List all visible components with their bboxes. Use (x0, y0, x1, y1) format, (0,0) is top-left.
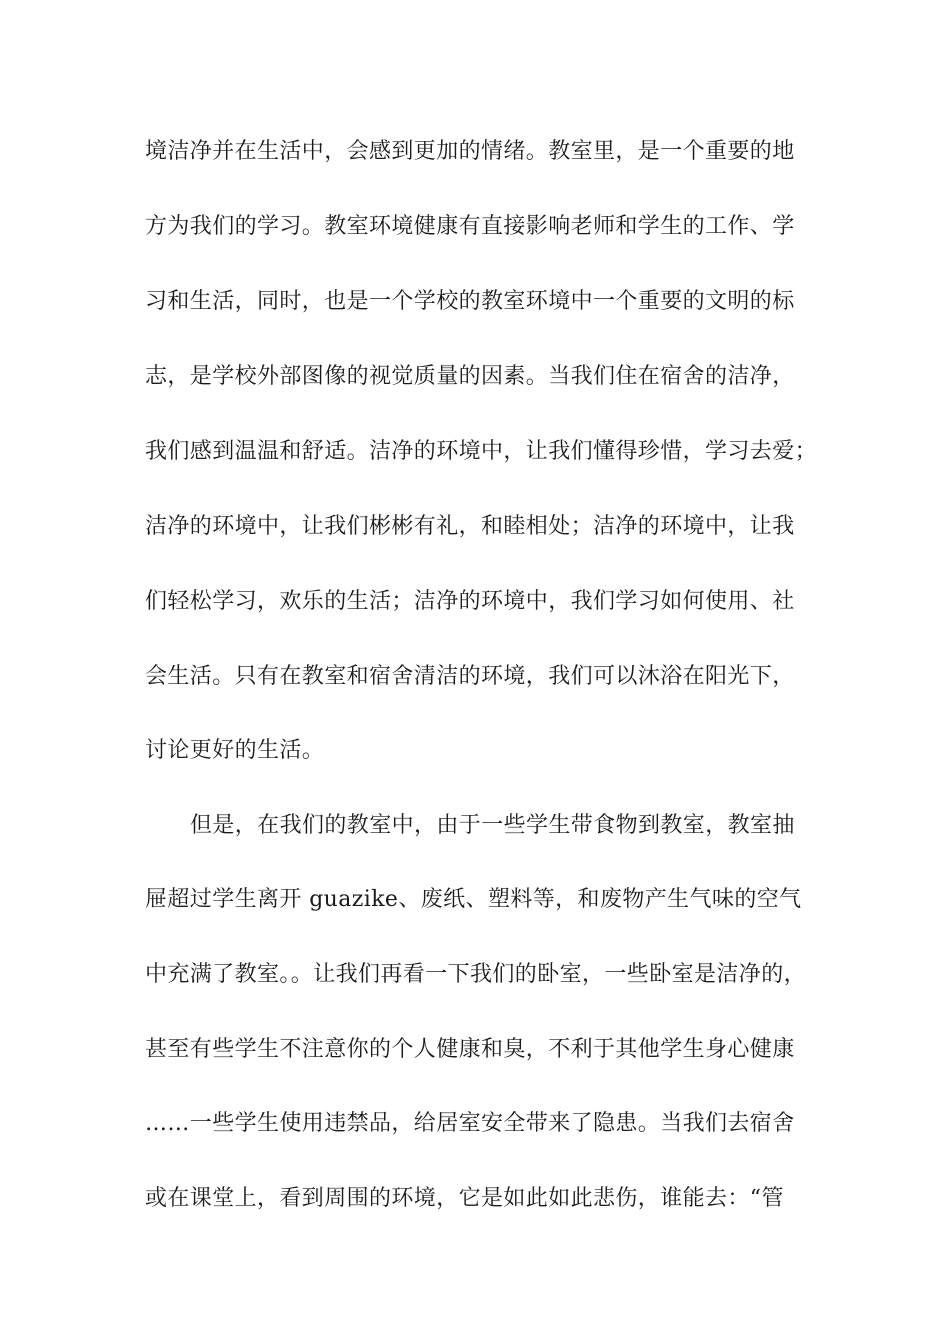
text-line: 屉超过学生离开 guazike、废纸、塑料等，和废物产生气味的空气 (145, 887, 802, 912)
text-line: 讨论更好的生活。 (145, 738, 325, 763)
text-line: 我们感到温温和舒适。洁净的环境中，让我们懂得珍惜，学习去爱； (145, 439, 818, 464)
text-line: 洁净的环境中，让我们彬彬有礼，和睦相处；洁净的环境中，让我 (145, 514, 795, 539)
text-line: 中充满了教室。。让我们再看一下我们的卧室，一些卧室是洁净的， (145, 962, 807, 987)
text-line: 方为我们的学习。教室环境健康有直接影响老师和学生的工作、学 (145, 214, 795, 239)
text-line: 志，是学校外部图像的视觉质量的因素。当我们住在宿舍的洁净， (145, 364, 795, 389)
text-line: 或在课堂上，看到周围的环境，它是如此如此悲伤，谁能去：“管 (145, 1186, 784, 1211)
text-line: 们轻松学习，欢乐的生活；洁净的环境中，我们学习如何使用、社 (145, 589, 795, 614)
text-line: ……一些学生使用违禁品，给居室安全带来了隐患。当我们去宿舍 (145, 1111, 795, 1136)
paragraph-first-line: 但是，在我们的教室中，由于一些学生带食物到教室，教室抽 (190, 813, 795, 838)
text-line: 境洁净并在生活中，会感到更加的情绪。教室里，是一个重要的地 (145, 139, 795, 164)
text-line: 习和生活，同时，也是一个学校的教室环境中一个重要的文明的标 (145, 289, 795, 314)
text-line: 会生活。只有在教室和宿舍清洁的环境，我们可以沐浴在阳光下， (145, 664, 795, 689)
text-line: 甚至有些学生不注意你的个人健康和臭，不利于其他学生身心健康 (145, 1037, 795, 1062)
